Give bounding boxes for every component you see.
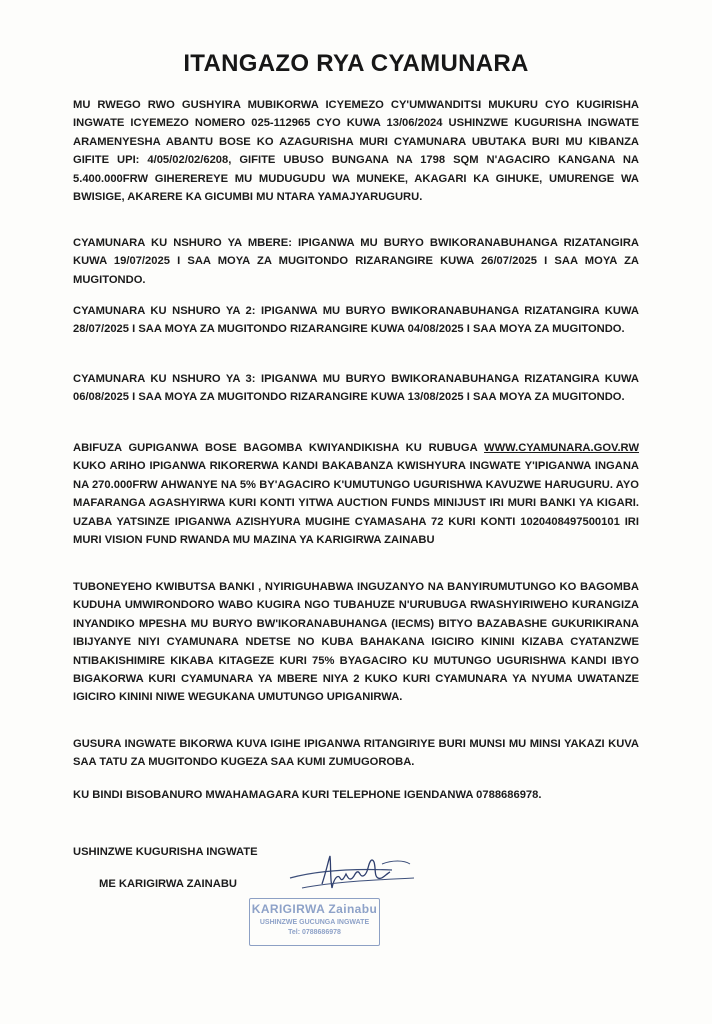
paragraph-property-description: MU RWEGO RWO GUSHYIRA MUBIKORWA ICYEMEZO CY'UMWANDITSI MUKURU CYO KUGIRISHA INGWATE ICYEMEZO NOMERO 025-112965 CYO KUWA 13/06/2024 USHINZWE KUGURISHA INGWATE ARAMENYESHA ABANTU BOSE KO AZAGURISHA MURI CYAMUNARA UBUTAKA BURI MU KIBANZA GIFITE UPI: 4/05/02/02/6208, GIFITE UBUSO BUNGANA NA 1798 SQM N'AGACIRO KANGANA NA 5.400.000FRW GIHEREREYE MU MUDUGUDU WA MUNEKE, AKAGARI KA GIHUKE, UMURENGE WA BWISIGE, AKARERE KA GICUMBI MU NTARA YAMAJYARUGURU.: [73, 99, 639, 204]
official-stamp: [249, 898, 380, 946]
stamp-name: KARIGIRWA Zainabu: [251, 902, 378, 916]
paragraph-registration: [73, 439, 639, 549]
signatory-role: USHINZWE KUGURISHA INGWATE: [73, 846, 258, 858]
registration-text-end: KUKO ARIHO IPIGANWA RIKORERWA KANDI BAKABANZA KWISHYURA INGWATE Y'IPIGANWA INGANA NA 270.000FRW AHWANYE NA 5% BY'AGACIRO K'UMUTUNGO UGURISHWA KAVUZWE HARUGURU. AYO MAFARANGA AGASHYIRWA KURI KONTI YITWA AUCTION FUNDS MINIJUST IRI MURI BANKI YA KIGARI. UZABA YATSINZE IPIGANWA AZISHYURA MUGIHE CYAMASAHA 72 KURI KONTI 1020408497500101 IRI MURI VISION FUND RWANDA MU MAZINA YA KARIGIRWA ZAINABU: [73, 460, 639, 547]
paragraph-bank-reminder: TUBONEYEHO KWIBUTSA BANKI , NYIRIGUHABWA INGUZANYO NA BANYIRUMUTUNGO KO BAGOMBA KUDUHA UMWIRONDORO WABO KUGIRA NGO TUBAHUZE N'URUBUGA RWASHYIRIWEHO KURANGIZA INYANDIKO MPESHA MU BURYO BW'IKORANABUHANGA (IECMS) BITYO BAZABASHE GUKURIKIRANA IBIJYANYE NIYI CYAMUNARA NDETSE NO KUBA BAHAKANA IGICIRO KININI KIZABA CYATANZWE NTIBAKISHIMIRE KIKABA KITAGEZE KURI 75% BYAGACIRO KU MUTUNGO UGURISHWA KANDI IBYO BIGAKORWA KURI CYAMUNARA YA MBERE NIYA 2 KUKO KURI CYAMUNARA YA NYUMA UWATANZE IGICIRO KININI NIWE WEGUKANA UMUTUNGO UPIGANIRWA.: [73, 581, 639, 704]
stamp-phone: Tel: 0788686978: [288, 929, 341, 936]
paragraph-third-auction: CYAMUNARA KU NSHURO YA 3: IPIGANWA MU BURYO BWIKORANABUHANGA RIZATANGIRA KUWA 06/08/2025 I SAA MOYA ZA MUGITONDO RIZARANGIRE KUWA 13/08/2025 I SAA MOYA ZA MUGITONDO.: [73, 373, 639, 404]
cyamunara-website-link[interactable]: WWW.CYAMUNARA.GOV.RW: [484, 442, 639, 454]
notice-title: ITANGAZO RYA CYAMUNARA: [183, 50, 529, 77]
signatory-name: ME KARIGIRWA ZAINABU: [99, 878, 237, 890]
paragraph-visiting-hours: GUSURA INGWATE BIKORWA KUVA IGIHE IPIGANWA RITANGIRIYE BURI MUNSI MU MINSI YAKAZI KUVA SAA TATU ZA MUGITONDO KUGEZA SAA KUMI ZUMUGOROBA.: [73, 738, 639, 769]
stamp-title: USHINZWE GUCUNGA INGWATE: [259, 919, 370, 926]
handwritten-signature: [282, 848, 422, 898]
paragraph-first-auction: CYAMUNARA KU NSHURO YA MBERE: IPIGANWA MU BURYO BWIKORANABUHANGA RIZATANGIRA KUWA 19/07/2025 I SAA MOYA ZA MUGITONDO RIZARANGIRE KUWA 26/07/2025 I SAA MOYA ZA MUGITONDO.: [73, 237, 639, 286]
registration-text-start: ABIFUZA GUPIGANWA BOSE BAGOMBA KWIYANDIKISHA KU RUBUGA: [73, 442, 485, 454]
paragraph-second-auction: CYAMUNARA KU NSHURO YA 2: IPIGANWA MU BURYO BWIKORANABUHANGA RIZATANGIRA KUWA 28/07/2025 I SAA MOYA ZA MUGITONDO RIZARANGIRE KUWA 04/08/2025 I SAA MOYA ZA MUGITONDO.: [73, 305, 639, 336]
paragraph-contact: KU BINDI BISOBANURO MWAHAMAGARA KURI TELEPHONE IGENDANWA 0788686978.: [73, 789, 542, 801]
